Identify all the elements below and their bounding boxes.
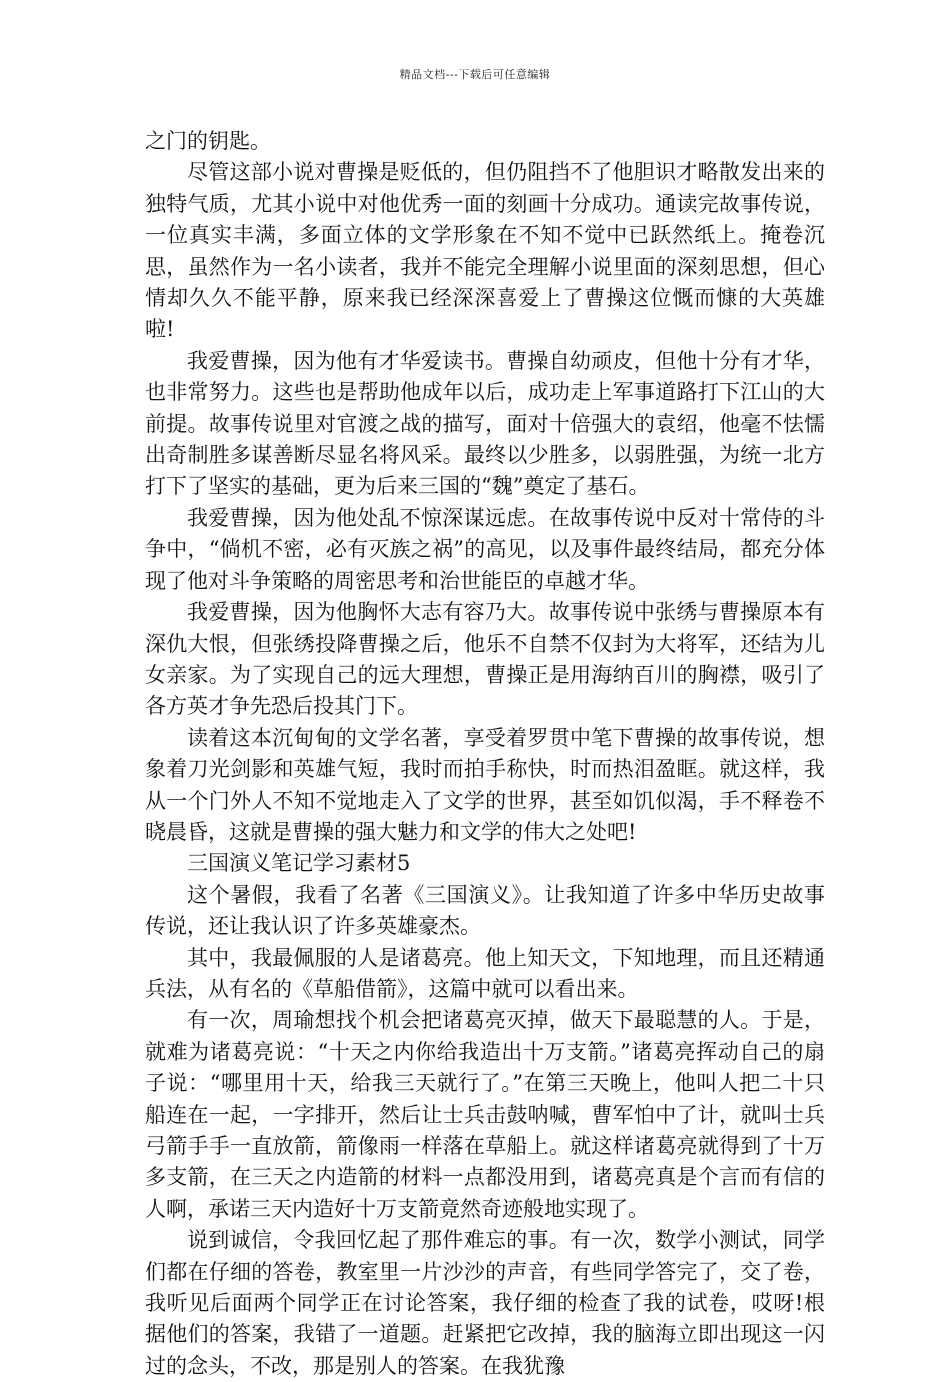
paragraph: 我爱曹操，因为他处乱不惊深谋远虑。在故事传说中反对十常侍的斗争中，“倘机不密，必有灭族之祸”的高见，以及事件最终结局，都充分体现了他对斗争策略的周密思考和治世能臣的卓越才华。 [145, 505, 825, 593]
paragraph: 读着这本沉甸甸的文学名著，享受着罗贯中笔下曹操的故事传说，想象着刀光剑影和英雄气短，我时而拍手称快，时而热泪盈眶。就这样，我从一个门外人不知不觉地走入了文学的世界，甚至如饥似渴，手不释卷不晓晨昏，这就是曹操的强大魅力和文学的伟大之处吧! [145, 725, 825, 844]
paragraph: 我爱曹操，因为他胸怀大志有容乃大。故事传说中张绣与曹操原本有深仇大恨，但张绣投降曹操之后，他乐不自禁不仅封为大将军，还结为儿女亲家。为了实现自己的远大理想，曹操正是用海纳百川的胸襟，吸引了各方英才争先恐后投其门下。 [145, 600, 825, 719]
page-header: 精品文档---下载后可任意编辑 [399, 68, 551, 81]
paragraph: 这个暑假，我看了名著《三国演义》。让我知道了许多中华历史故事传说，还让我认识了许多英雄豪杰。 [145, 882, 825, 939]
document-body [145, 126, 825, 1382]
paragraph: 我爱曹操，因为他有才华爱读书。曹操自幼顽皮，但他十分有才华，也非常努力。这些也是帮助他成年以后，成功走上军事道路打下江山的大前提。故事传说里对官渡之战的描写，面对十倍强大的袁绍，他毫不怯懦出奇制胜多谋善断尽显名将风采。最终以少胜多，以弱胜强，为统一北方打下了坚实的基础，更为后来三国的“魏”奠定了基石。 [145, 348, 825, 499]
section-heading: 三国演义笔记学习素材5 [187, 851, 411, 876]
paragraph: 说到诚信，令我回忆起了那件难忘的事。有一次，数学小测试，同学们都在仔细的答卷，教室里一片沙沙的声音，有些同学答完了，交了卷，我听见后面两个同学正在讨论答案，我仔细的检查了我的试卷，哎呀!根据他们的答案，我错了一道题。赶紧把它改掉，我的脑海立即出现这一闪过的念头，不改，那是别人的答案。在我犹豫 [145, 1228, 825, 1378]
paragraph: 有一次，周瑜想找个机会把诸葛亮灭掉，做天下最聪慧的人。于是，就难为诸葛亮说：“十天之内你给我造出十万支箭。”诸葛亮挥动自己的扇子说：“哪里用十天，给我三天就行了。”在第三天晚上，他叫人把二十只船连在一起，一字排开，然后让士兵击鼓呐喊，曹军怕中了计，就叫士兵弓箭手手一直放箭，箭像雨一样落在草船上。就这样诸葛亮就得到了十万多支箭，在三天之内造箭的材料一点都没用到，诸葛亮真是个言而有信的人啊，承诺三天内造好十万支箭竟然奇迹般地实现了。 [145, 1008, 825, 1221]
paragraph: 其中，我最佩服的人是诸葛亮。他上知天文，下知地理，而且还精通兵法，从有名的《草船借箭》，这篇中就可以看出来。 [145, 945, 825, 1001]
paragraph: 之门的钥匙。 [145, 129, 271, 153]
paragraph: 尽管这部小说对曹操是贬低的，但仍阻挡不了他胆识才略散发出来的独特气质，尤其小说中对他优秀一面的刻画十分成功。通读完故事传说，一位真实丰满，多面立体的文学形象在不知不觉中已跃然纸上。掩卷沉思，虽然作为一名小读者，我并不能完全理解小说里面的深刻思想，但心情却久久不能平静，原来我已经深深喜爱上了曹操这位慨而慷的大英雄啦! [145, 160, 825, 342]
